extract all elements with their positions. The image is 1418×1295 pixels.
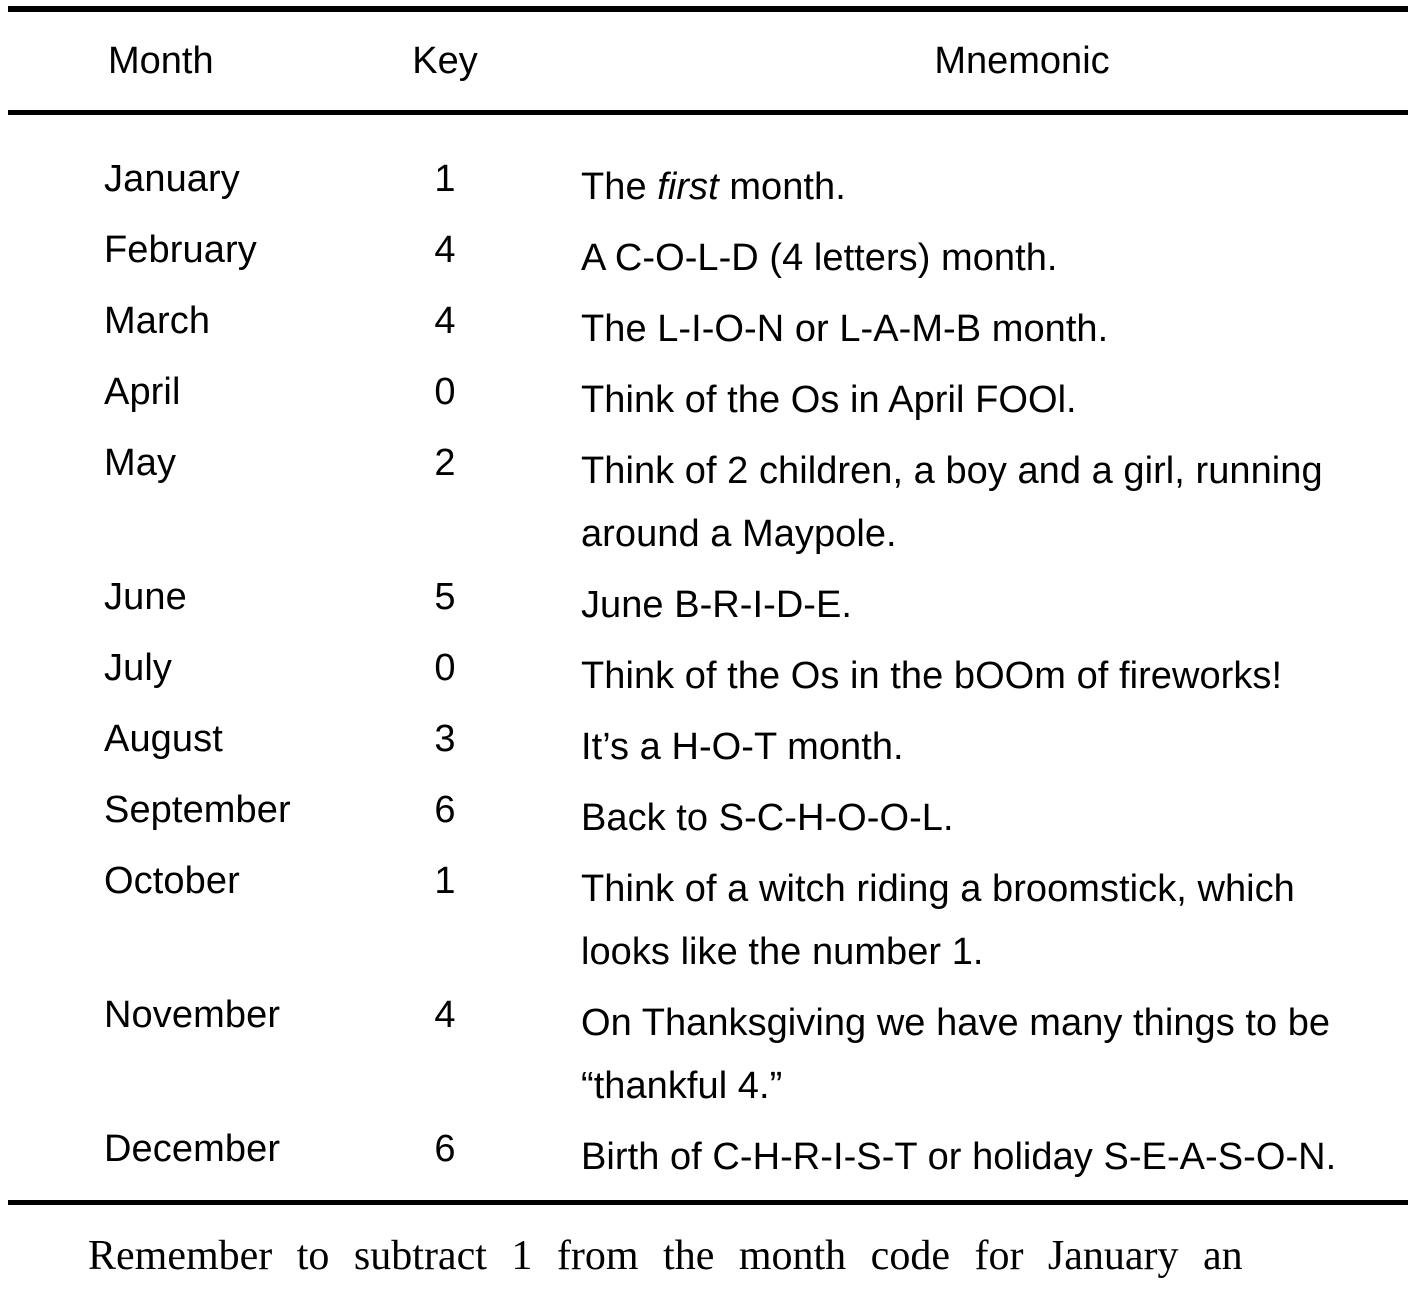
cell-key: 5	[434, 576, 456, 618]
cell-mnemonic: A C-O-L-D (4 letters) month.	[581, 237, 1058, 279]
cell-key: 6	[434, 1128, 456, 1170]
cell-month: March	[104, 300, 211, 342]
cell-month: February	[104, 229, 257, 271]
table-bottom-rule	[8, 1200, 1408, 1205]
cell-mnemonic: Think of the Os in the bOOm of fireworks!	[581, 655, 1283, 697]
cell-mnemonic: Back to S-C-H-O-O-L.	[581, 797, 954, 839]
cell-mnemonic: The L-I-O-N or L-A-M-B month.	[581, 308, 1109, 350]
cell-month: August	[104, 718, 223, 760]
cell-mnemonic	[581, 156, 1401, 219]
cell-mnemonic: Think of 2 children, a boy and a girl, running around a Maypole.	[581, 450, 1323, 555]
cell-key: 0	[434, 647, 456, 689]
table-top-rule	[8, 6, 1408, 12]
cell-key: 0	[434, 371, 456, 413]
cell-month: June	[104, 576, 187, 618]
column-header-mnemonic: Mnemonic	[934, 40, 1110, 82]
cell-key: 4	[434, 300, 456, 342]
cell-mnemonic: On Thanksgiving we have many things to be “thankful 4.”	[581, 1002, 1331, 1107]
cell-key: 1	[434, 860, 456, 902]
cell-mnemonic: June B-R-I-D-E.	[581, 584, 853, 626]
cell-mnemonic: It’s a H-O-T month.	[581, 726, 904, 768]
cell-month: December	[104, 1128, 281, 1170]
mnemonic-text-post: month.	[718, 166, 846, 208]
cell-key: 6	[434, 789, 456, 831]
mnemonic-emphasis: first	[657, 166, 719, 208]
cell-month: January	[104, 158, 240, 200]
cell-mnemonic: Think of the Os in April FOOl.	[581, 379, 1077, 421]
cell-month: November	[104, 994, 281, 1036]
cell-month: September	[104, 789, 291, 831]
cell-key: 3	[434, 718, 456, 760]
cell-month: April	[104, 371, 181, 413]
table-caption: Remember to subtract 1 from the month code for January an	[88, 1233, 1243, 1279]
cell-mnemonic: Think of a witch riding a broomstick, which looks like the number 1.	[581, 868, 1295, 973]
column-header-month: Month	[108, 40, 214, 82]
cell-month: May	[104, 442, 177, 484]
cell-mnemonic: Birth of C-H-R-I-S-T or holiday S-E-A-S-O-N.	[581, 1136, 1337, 1178]
cell-key: 1	[434, 158, 456, 200]
cell-month: July	[104, 647, 172, 689]
header-separator-rule	[8, 110, 1408, 115]
mnemonic-text-pre: The	[581, 166, 658, 208]
cell-key: 4	[434, 229, 456, 271]
cell-month: October	[104, 860, 240, 902]
cell-key: 2	[434, 442, 456, 484]
column-header-key: Key	[412, 40, 478, 82]
cell-key: 4	[434, 994, 456, 1036]
